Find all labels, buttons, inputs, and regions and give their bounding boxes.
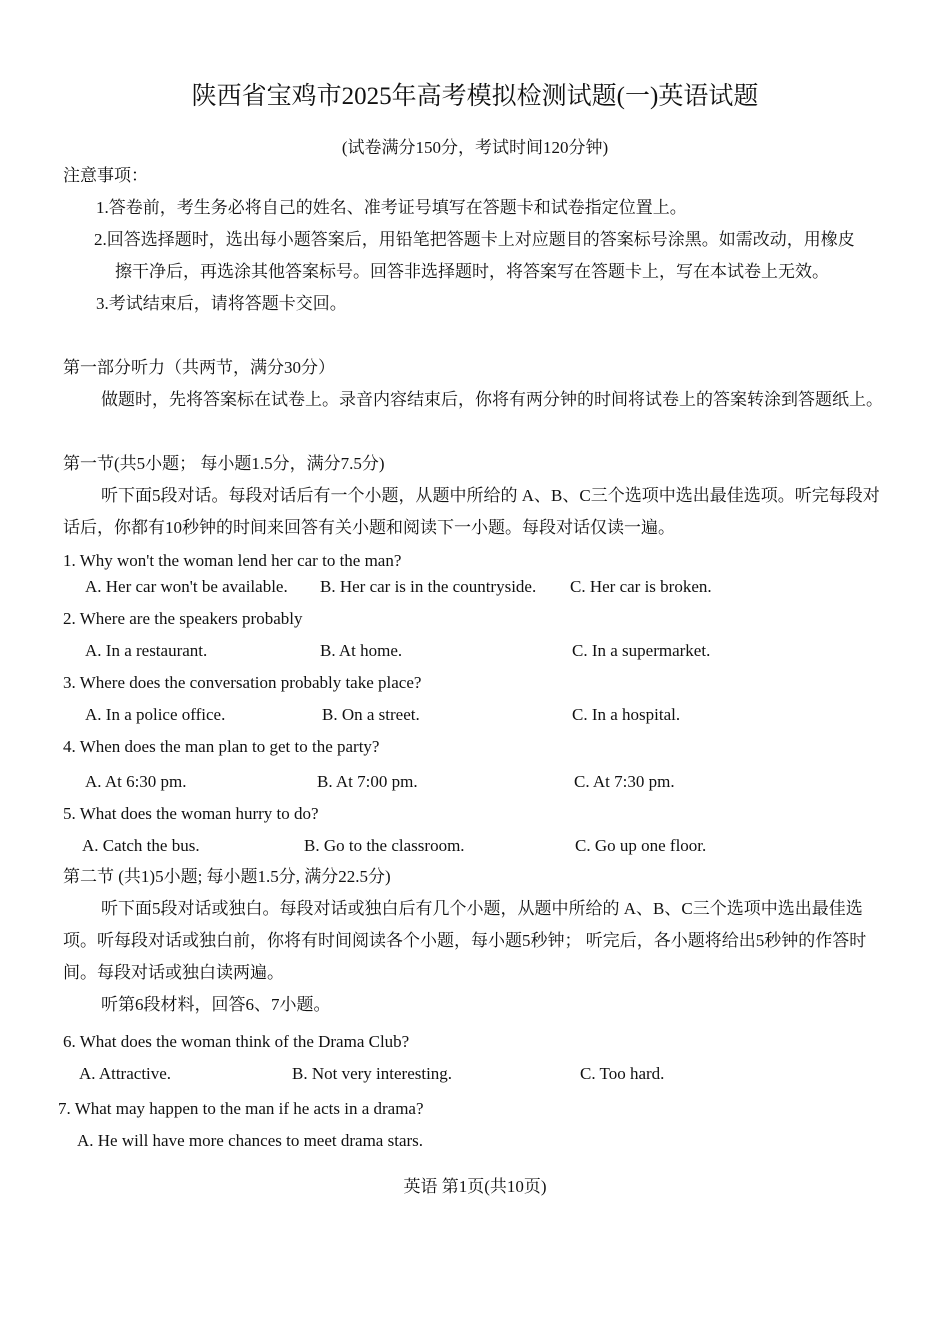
q5-option-a: A. Catch the bus. xyxy=(82,836,200,855)
question-5: 5. What does the woman hurry to do? xyxy=(63,804,319,823)
question-3: 3. Where does the conversation probably take place? xyxy=(63,673,422,692)
q6-option-a: A. Attractive. xyxy=(79,1064,172,1083)
note-item-1: 1.答卷前，考生务必将自己的姓名、准考证号填写在答题卡和试卷指定位置上。 xyxy=(96,198,687,217)
note-item-3: 3.考试结束后，请将答题卡交回。 xyxy=(96,294,347,313)
question-7: 7. What may happen to the man if he acts in a drama? xyxy=(58,1099,424,1118)
q3-option-c: C. In a hospital. xyxy=(572,705,681,724)
q1-option-a: A. Her car won't be available. xyxy=(85,577,288,596)
q5-option-c: C. Go up one floor. xyxy=(575,836,707,855)
page-title: 陕西省宝鸡市2025年高考模拟检测试题(一)英语试题 xyxy=(191,83,759,110)
q2-option-b: B. At home. xyxy=(320,641,403,660)
q3-option-a: A. In a police office. xyxy=(85,705,226,724)
page-footer: 英语 第1页(共10页) xyxy=(403,1177,547,1196)
part1-heading: 第一部分听力（共两节，满分30分） xyxy=(63,358,335,377)
question-4: 4. When does the man plan to get to the party? xyxy=(63,737,380,756)
q1-option-b: B. Her car is in the countryside. xyxy=(320,577,537,596)
notes-heading: 注意事项： xyxy=(63,166,148,185)
q1-option-c: C. Her car is broken. xyxy=(570,577,712,596)
exam-info: (试卷满分150分，考试时间120分钟) xyxy=(341,138,609,157)
question-6: 6. What does the woman think of the Drama Club? xyxy=(63,1032,410,1051)
q6-option-b: B. Not very interesting. xyxy=(292,1064,453,1083)
q4-option-b: B. At 7:00 pm. xyxy=(317,772,418,791)
q2-option-c: C. In a supermarket. xyxy=(572,641,711,660)
section1-instruction: 听下面5段对话。每段对话后有一个小题，从题中所给的 A、B、C三个选项中选出最佳选项。听完每段对话后，你都有10秒钟的时间来回答有关小题和阅读下一小题。每段对话仅读一遍。 xyxy=(63,486,880,537)
q7-option-a: A. He will have more chances to meet drama stars. xyxy=(77,1131,424,1150)
material-6-note: 听第6段材料，回答6、7小题。 xyxy=(101,995,331,1014)
note-item-2-line2: 擦干净后，再选涂其他答案标号。回答非选择题时，将答案写在答题卡上，写在本试卷上无效。 xyxy=(115,262,829,281)
question-1: 1. Why won't the woman lend her car to the man? xyxy=(63,551,402,570)
section2-instruction: 听下面5段对话或独白。每段对话或独白后有几个小题，从题中所给的 A、B、C三个选项中选出最佳选项。听每段对话或独白前，你将有时间阅读各个小题，每小题5秒钟； 听完后，各小题将给出5秒钟的作答时间。每段对话或独白读两遍。 xyxy=(63,899,867,982)
section2-heading: 第二节 (共1)5小题; 每小题1.5分, 满分22.5分) xyxy=(63,867,391,886)
q2-option-a: A. In a restaurant. xyxy=(85,641,208,660)
q4-option-c: C. At 7:30 pm. xyxy=(574,772,675,791)
q3-option-b: B. On a street. xyxy=(322,705,420,724)
part1-instruction: 做题时，先将答案标在试卷上。录音内容结束后，你将有两分钟的时间将试卷上的答案转涂到答题纸上。 xyxy=(101,390,883,409)
note-item-2 xyxy=(94,224,894,288)
q4-option-a: A. At 6:30 pm. xyxy=(85,772,187,791)
q6-option-c: C. Too hard. xyxy=(580,1064,665,1083)
note-item-2-line1: 2.回答选择题时，选出每小题答案后，用铅笔把答题卡上对应题目的答案标号涂黑。如需改动，用橡皮 xyxy=(94,230,855,249)
question-2: 2. Where are the speakers probably xyxy=(63,609,303,628)
q5-option-b: B. Go to the classroom. xyxy=(304,836,465,855)
section1-heading: 第一节(共5小题； 每小题1.5分，满分7.5分) xyxy=(63,454,385,473)
